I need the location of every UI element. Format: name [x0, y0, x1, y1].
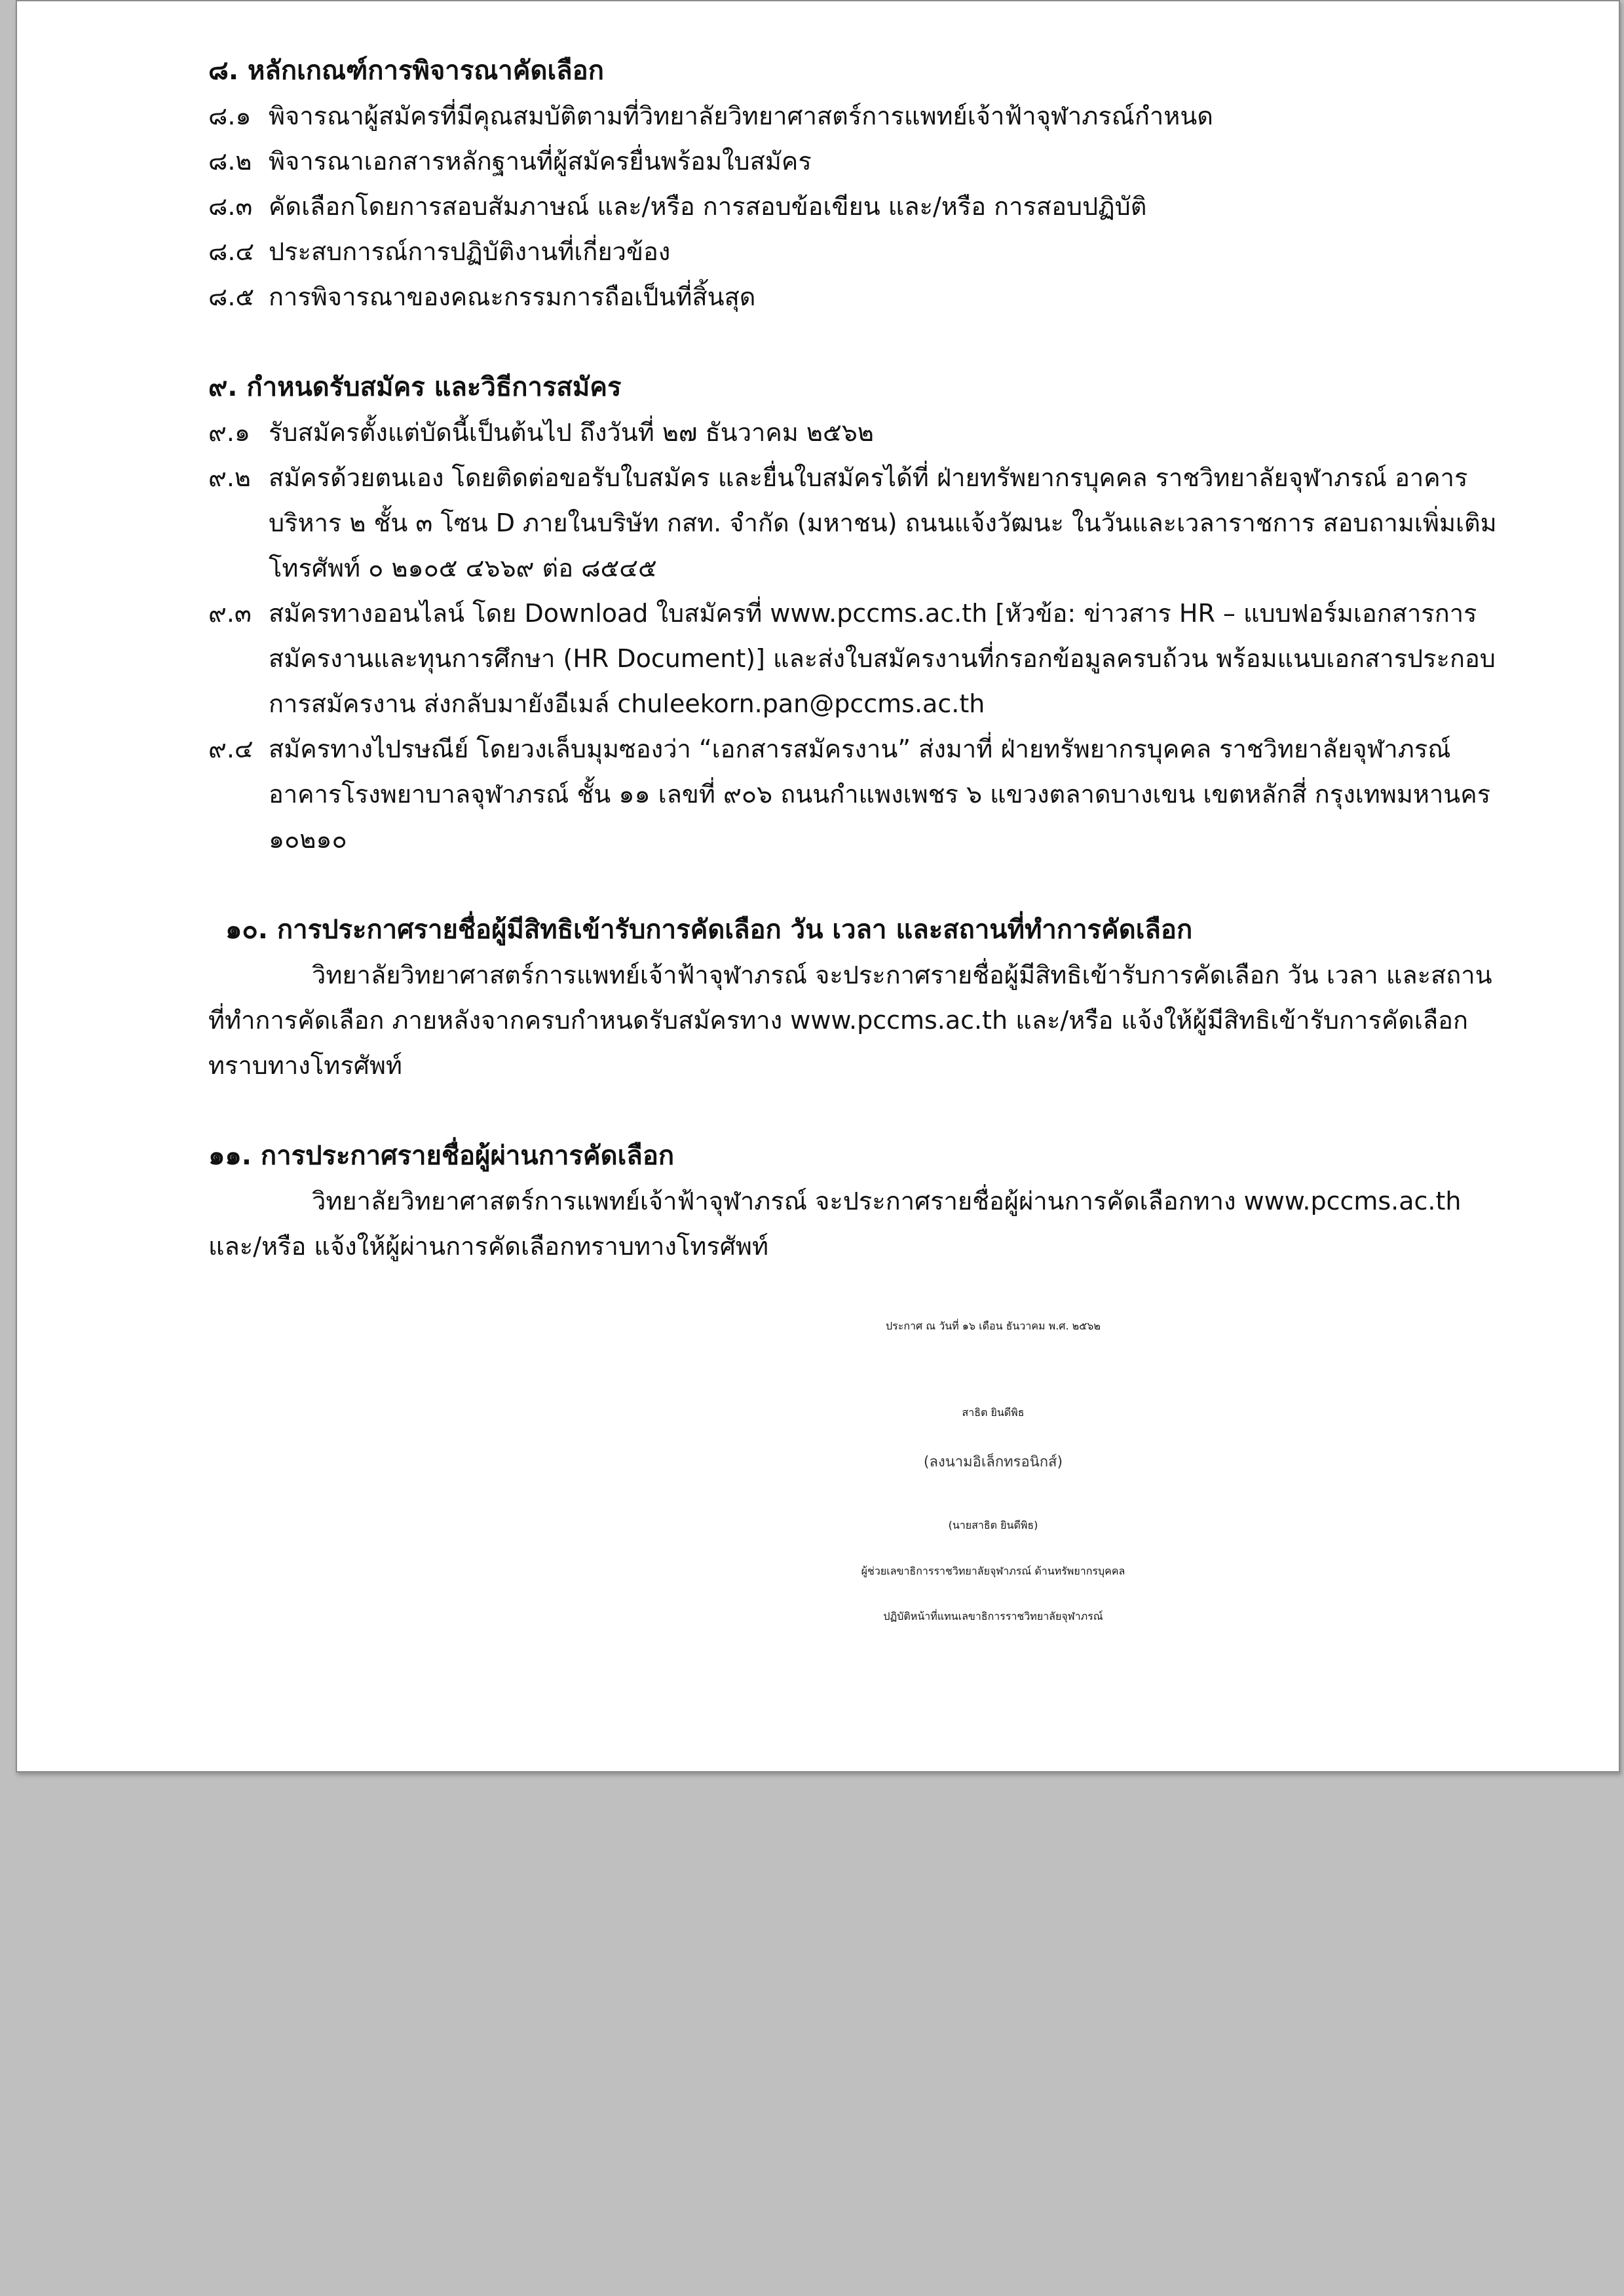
section-9-item	[208, 591, 1505, 727]
item-text: สมัครทางไปรษณีย์ โดยวงเล็บมุมซองว่า “เอกสารสมัครงาน” ส่งมาที่ ฝ่ายทรัพยากรบุคคล ราชวิทยาลัยจุฬาภรณ์ อาคารโรงพยาบาลจุฬาภรณ์ ชั้น ๑๑ เลขที่ ๙๐๖ ถนนกำแพงเพชร ๖ แขวงตลาดบางเขน เขตหลักสี่ กรุงเทพมหานคร ๑๐๒๑๐	[269, 735, 1491, 854]
section-9-item	[208, 727, 1505, 862]
section-9-item	[208, 455, 1505, 591]
section-9-item	[208, 410, 1505, 455]
item-number: ๙.๔	[208, 735, 254, 763]
section-8-item	[208, 275, 1505, 320]
item-number: ๘.๔	[208, 237, 255, 266]
section-8-item	[208, 94, 1505, 139]
item-text: คัดเลือกโดยการสอบสัมภาษณ์ และ/หรือ การสอบข้อเขียน และ/หรือ การสอบปฏิบัติ	[269, 192, 1147, 221]
item-text: สมัครทางออนไลน์ โดย Download ใบสมัครที่ www.pccms.ac.th [หัวข้อ: ข่าวสาร HR – แบบฟอร์มเอกสารการสมัครงานและทุนการศึกษา (HR Document)] และส่งใบสมัครงานที่กรอกข้อมูลครบถ้วน พร้อมแนบเอกสารประกอบการสมัครงาน ส่งกลับมายังอีเมล์ chuleekorn.pan@pccms.ac.th	[269, 599, 1496, 718]
item-text: พิจารณาเอกสารหลักฐานที่ผู้สมัครยื่นพร้อมใบสมัคร	[269, 147, 812, 176]
document-content	[208, 48, 1505, 1269]
signatory-position-2: ปฏิบัติหน้าที่แทนเลขาธิการราชวิทยาลัยจุฬาภรณ์	[883, 1610, 1103, 1622]
item-number: ๙.๒	[208, 463, 251, 492]
item-number: ๘.๓	[208, 192, 253, 221]
item-number: ๘.๑	[208, 102, 252, 130]
section-8-heading: ๘. หลักเกณฑ์การพิจารณาคัดเลือก	[208, 56, 604, 86]
e-signature-note: (ลงนามอิเล็กทรอนิกส์)	[923, 1454, 1063, 1470]
section-8-item	[208, 184, 1505, 229]
signatory-position-1: ผู้ช่วยเลขาธิการราชวิทยาลัยจุฬาภรณ์ ด้านทรัพยากรบุคคล	[861, 1565, 1125, 1577]
signed-name: สาธิต ยินดีพิธ	[962, 1406, 1025, 1419]
item-number: ๙.๓	[208, 599, 252, 628]
item-text: รับสมัครตั้งแต่บัดนี้เป็นต้นไป ถึงวันที่ ๒๗ ธันวาคม ๒๕๖๒	[269, 418, 874, 447]
item-number: ๘.๒	[208, 147, 252, 176]
section-11-body: วิทยาลัยวิทยาศาสตร์การแพทย์เจ้าฟ้าจุฬาภรณ์ จะประกาศรายชื่อผู้ผ่านการคัดเลือกทาง www.pccms.ac.th และ/หรือ แจ้งให้ผู้ผ่านการคัดเลือกทราบทางโทรศัพท์	[208, 1187, 1462, 1261]
announce-date: ประกาศ ณ วันที่ ๑๖ เดือน ธันวาคม พ.ศ. ๒๕๖๒	[886, 1320, 1101, 1332]
item-text: พิจารณาผู้สมัครที่มีคุณสมบัติตามที่วิทยาลัยวิทยาศาสตร์การแพทย์เจ้าฟ้าจุฬาภรณ์กำหนด	[269, 102, 1213, 130]
item-text: สมัครด้วยตนเอง โดยติดต่อขอรับใบสมัคร และยื่นใบสมัครได้ที่ ฝ่ายทรัพยากรบุคคล ราชวิทยาลัยจุฬาภรณ์ อาคารบริหาร ๒ ชั้น ๓ โซน D ภายในบริษัท กสท. จำกัด (มหาชน) ถนนแจ้งวัฒนะ ในวันและเวลาราชการ สอบถามเพิ่มเติม โทรศัพท์ ๐ ๒๑๐๕ ๔๖๖๙ ต่อ ๘๕๔๕	[269, 463, 1497, 583]
item-number: ๙.๑	[208, 418, 251, 447]
section-9-heading: ๙. กำหนดรับสมัคร และวิธีการสมัคร	[208, 372, 622, 402]
item-text: ประสบการณ์การปฏิบัติงานที่เกี่ยวข้อง	[269, 237, 671, 266]
document-page	[16, 0, 1620, 1772]
section-8-item	[208, 229, 1505, 275]
section-8-item	[208, 139, 1505, 184]
item-text: การพิจารณาของคณะกรรมการถือเป็นที่สิ้นสุด	[269, 282, 756, 311]
section-10-heading: ๑๐. การประกาศรายชื่อผู้มีสิทธิเข้ารับการคัดเลือก วัน เวลา และสถานที่ทำการคัดเลือก	[225, 915, 1193, 945]
signatory-full-name: (นายสาธิต ยินดีพิธ)	[948, 1519, 1038, 1531]
item-number: ๘.๕	[208, 282, 255, 311]
section-10-body: วิทยาลัยวิทยาศาสตร์การแพทย์เจ้าฟ้าจุฬาภรณ์ จะประกาศรายชื่อผู้มีสิทธิเข้ารับการคัดเลือก วัน เวลา และสถานที่ทำการคัดเลือก ภายหลังจากครบกำหนดรับสมัครทาง www.pccms.ac.th และ/หรือ แจ้งให้ผู้มีสิทธิเข้ารับการคัดเลือกทราบทางโทรศัพท์	[208, 961, 1492, 1080]
section-11-heading: ๑๑. การประกาศรายชื่อผู้ผ่านการคัดเลือก	[208, 1141, 675, 1171]
